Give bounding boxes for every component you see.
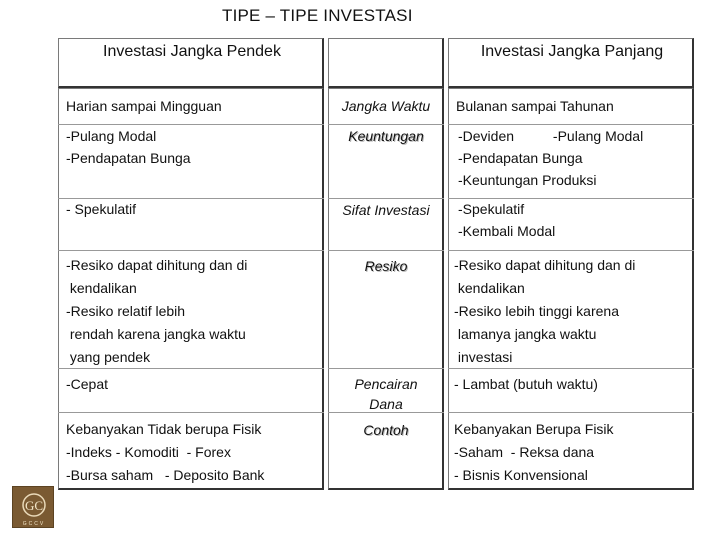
short-contoh-line: -Indeks - Komoditi - Forex <box>66 444 231 460</box>
criterion-pencairan-line1: Pencairan <box>354 376 418 392</box>
short-sifat-line: - Spekulatif <box>66 201 137 217</box>
header-long-term-label: Investasi Jangka Panjang <box>480 43 664 60</box>
short-pencairan-line: -Cepat <box>66 376 109 392</box>
comparison-table <box>58 38 694 490</box>
criterion-jangka-waktu: Jangka Waktu <box>341 98 431 114</box>
long-resiko-line: -Resiko lebih tinggi karena <box>454 303 619 319</box>
header-long-term <box>448 38 694 88</box>
short-jangka-waktu: Harian sampai Mingguan <box>66 98 222 114</box>
short-resiko-line: -Resiko relatif lebih <box>66 303 186 319</box>
long-pencairan-line: - Lambat (butuh waktu) <box>454 376 598 392</box>
header-short-term <box>58 38 324 88</box>
header-short-term-label: Investasi Jangka Pendek <box>103 43 281 60</box>
page-title: TIPE – TIPE INVESTASI <box>222 6 413 25</box>
short-resiko-line: rendah karena jangka waktu <box>66 326 246 342</box>
short-resiko-line: yang pendek <box>66 349 151 365</box>
criterion-sifat-investasi: Sifat Investasi <box>342 202 430 218</box>
svg-text:GCCV: GCCV <box>22 521 46 527</box>
criterion-pencairan-line2: Dana <box>369 396 403 412</box>
long-resiko-line: -Resiko dapat dihitung dan di <box>454 257 636 273</box>
short-resiko-line: kendalikan <box>66 280 137 296</box>
long-contoh-line: Kebanyakan Berupa Fisik <box>454 421 614 437</box>
long-keuntungan-line: -Keuntungan Produksi <box>458 172 597 188</box>
header-criteria <box>328 38 444 88</box>
long-keuntungan-line: -Deviden -Pulang Modal <box>458 128 644 144</box>
long-sifat-line: -Kembali Modal <box>458 223 556 239</box>
criterion-keuntungan: Keuntungan <box>348 128 424 144</box>
svg-text:GC: GC <box>24 498 44 513</box>
long-jangka-waktu: Bulanan sampai Tahunan <box>456 98 614 114</box>
long-contoh-line: - Bisnis Konvensional <box>454 467 588 483</box>
company-logo <box>12 486 54 528</box>
gc-logo-icon <box>13 487 55 529</box>
criterion-contoh: Contoh <box>363 422 409 438</box>
short-contoh-line: Kebanyakan Tidak berupa Fisik <box>66 421 262 437</box>
long-resiko-line: investasi <box>454 349 513 365</box>
short-contoh-line: -Bursa saham - Deposito Bank <box>66 467 265 483</box>
long-contoh-line: -Saham - Reksa dana <box>454 444 595 460</box>
short-keuntungan-line: -Pendapatan Bunga <box>66 150 191 166</box>
long-resiko-line: kendalikan <box>454 280 525 296</box>
long-sifat-line: -Spekulatif <box>458 201 525 217</box>
long-keuntungan-line: -Pendapatan Bunga <box>458 150 583 166</box>
short-keuntungan-line: -Pulang Modal <box>66 128 157 144</box>
long-resiko-line: lamanya jangka waktu <box>454 326 597 342</box>
criterion-resiko: Resiko <box>364 258 408 274</box>
short-resiko-line: -Resiko dapat dihitung dan di <box>66 257 248 273</box>
